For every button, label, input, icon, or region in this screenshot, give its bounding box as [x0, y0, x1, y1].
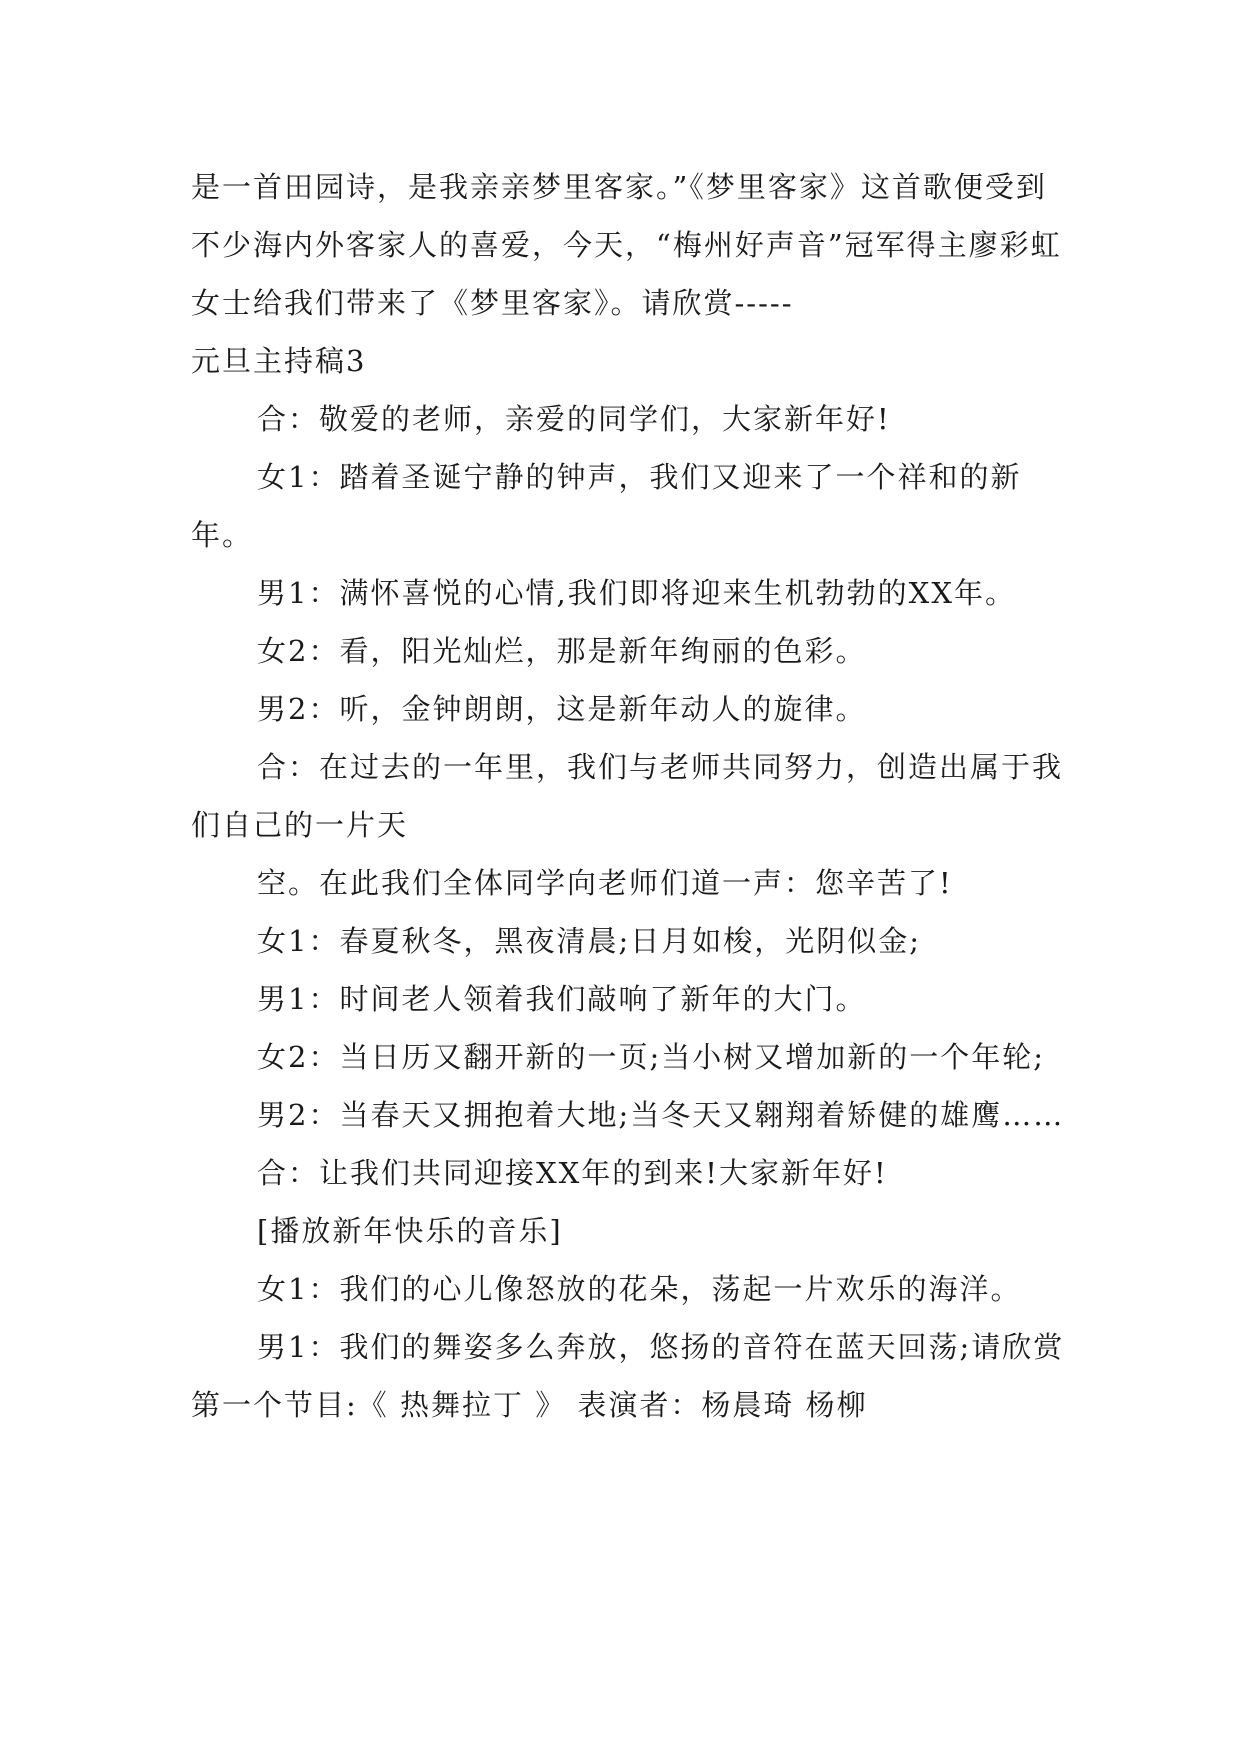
section-heading: 元旦主持稿3: [191, 344, 367, 378]
paragraph: 女1：春夏秋冬，黑夜清晨;日月如梭，光阴似金;: [257, 924, 921, 958]
paragraph: 男1：我们的舞姿多么奔放，悠扬的音符在蓝天回荡;请欣赏第一个节目:《 热舞拉丁 》 表演者：杨晨琦 杨柳: [191, 1330, 1065, 1422]
stage-direction: [播放新年快乐的音乐]: [257, 1214, 563, 1248]
paragraph: 女1：踏着圣诞宁静的钟声，我们又迎来了一个祥和的新年。: [191, 460, 1022, 552]
paragraph: 合：让我们共同迎接XX年的到来!大家新年好!: [257, 1156, 888, 1190]
paragraph: 男2：当春天又拥抱着大地;当冬天又翱翔着矫健的雄鹰……: [257, 1098, 1065, 1132]
paragraph: 女1：我们的心儿像怒放的花朵，荡起一片欢乐的海洋。: [257, 1272, 1022, 1306]
paragraph: 合：敬爱的老师，亲爱的同学们，大家新年好!: [257, 402, 891, 436]
paragraph: 空。在此我们全体同学向老师们道一声：您辛苦了!: [257, 866, 953, 900]
paragraph: 女2：看，阳光灿烂，那是新年绚丽的色彩。: [257, 634, 867, 668]
paragraph: 男1：满怀喜悦的心情,我们即将迎来生机勃勃的XX年。: [257, 576, 1016, 610]
paragraph: 是一首田园诗，是我亲亲梦里客家。”《梦里客家》这首歌便受到不少海内外客家人的喜爱，今天，“梅州好声音”冠军得主廖彩虹女士给我们带来了《梦里客家》。请欣赏-----: [191, 170, 1062, 320]
paragraph: 女2：当日历又翻开新的一页;当小树又增加新的一个年轮;: [257, 1040, 1045, 1074]
paragraph: 男1：时间老人领着我们敲响了新年的大门。: [257, 982, 867, 1016]
paragraph: 男2：听，金钟朗朗，这是新年动人的旋律。: [257, 692, 867, 726]
paragraph: 合：在过去的一年里，我们与老师共同努力，创造出属于我们自己的一片天: [191, 750, 1064, 842]
document-body: [191, 158, 1071, 1434]
